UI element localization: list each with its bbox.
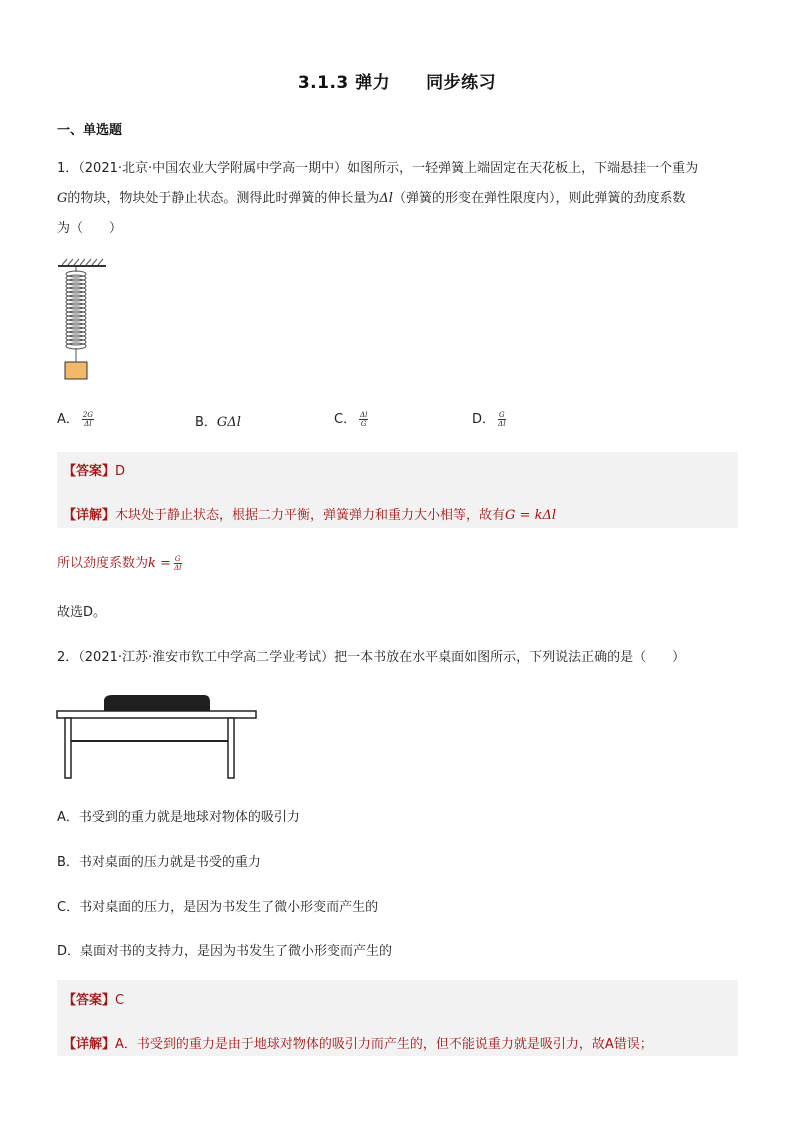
- title-right: 同步练习: [426, 73, 497, 93]
- title-left: 3.1.3 弹力: [297, 73, 391, 93]
- q1-var-dl: Δl: [379, 191, 393, 206]
- q2-option-b[interactable]: B．书对桌面的压力就是书受的重力: [57, 855, 261, 870]
- q2-option-c[interactable]: C．书对桌面的压力，是因为书发生了微小形变而产生的: [57, 900, 379, 915]
- spring-figure: [56, 258, 116, 384]
- q1-option-a[interactable]: A． $\frac{2G}{\Delta l}$: [57, 411, 93, 428]
- section-heading: 一、单选题: [57, 123, 123, 138]
- q2-option-a[interactable]: A．书受到的重力就是地球对物体的吸引力: [57, 810, 300, 825]
- q1-answer: 【答案】D: [63, 464, 126, 479]
- mass-block: [65, 362, 87, 379]
- q1-stem-line2: G的物块，物块处于静止状态。测得此时弹簧的伸长量为Δl（弹簧的形变在弹性限度内），则此弹簧的劲度系数: [57, 191, 686, 206]
- q2-detail: 【详解】A．书受到的重力是由于地球对物体的吸引力而产生的，但不能说重力就是吸引力，故A错误；: [63, 1037, 653, 1052]
- q1-var-g: G: [57, 191, 68, 206]
- q2-stem: 2．（2021·江苏·淮安市钦工中学高二学业考试）把一本书放在水平桌面如图所示，下列说法正确的是（ ）: [57, 650, 686, 665]
- q1-option-d[interactable]: D． $\frac{G}{\Delta l}$: [472, 411, 506, 428]
- q1-k-line: 所以劲度系数为k = $\frac{G}{\Delta l}$: [57, 555, 182, 572]
- q1-option-c[interactable]: C． $\frac{\Delta l}{G}$: [334, 411, 368, 428]
- page-title: [0, 68, 794, 93]
- q1-conclusion: 故选D。: [57, 605, 107, 620]
- q2-answer: 【答案】C: [63, 993, 125, 1008]
- table-book-figure: [56, 693, 260, 781]
- q1-option-b[interactable]: B．GΔl: [195, 415, 241, 430]
- q2-option-d[interactable]: D．桌面对书的支持力，是因为书发生了微小形变而产生的: [57, 944, 393, 959]
- q1-stem-line3: 为（ ）: [57, 221, 123, 236]
- q1-stem-line1: 1．（2021·北京·中国农业大学附属中学高一期中）如图所示，一轻弹簧上端固定在天花板上，下端悬挂一个重为: [57, 161, 699, 176]
- book: [104, 695, 210, 711]
- q1-detail: 【详解】木块处于静止状态，根据二力平衡，弹簧弹力和重力大小相等，故有G = kΔl: [63, 508, 556, 523]
